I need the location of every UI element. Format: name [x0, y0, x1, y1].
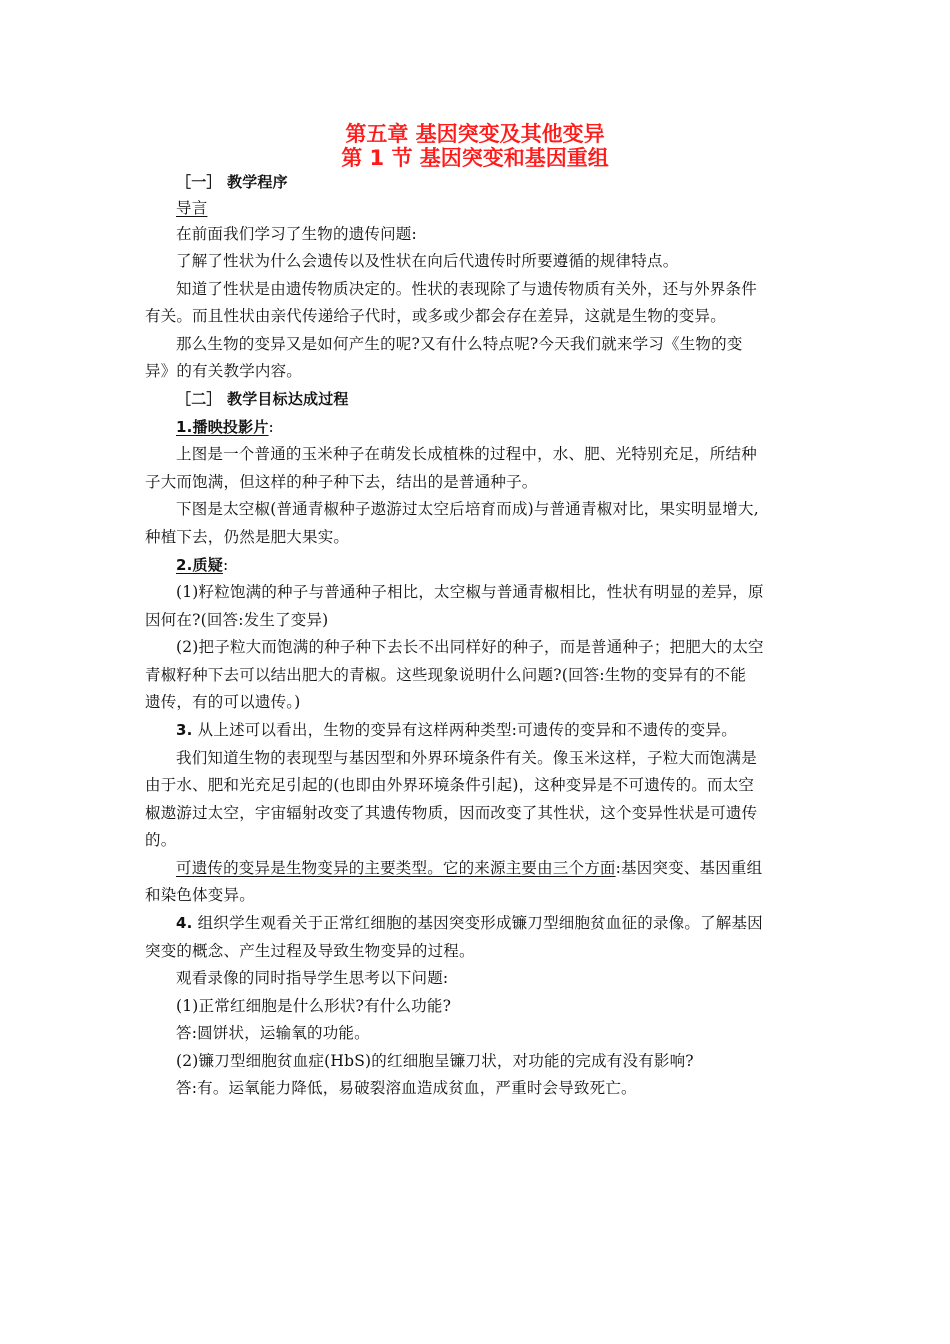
- intro-label: 导言: [176, 199, 208, 217]
- step3-text: 从上述可以看出，生物的变异有这样两种类型:可遗传的变异和不遗传的变异。: [192, 721, 737, 739]
- step1-paragraph: 子大而饱满，但这样的种子种下去，结出的是普通种子。: [145, 473, 538, 491]
- step3-paragraph: 由于水、肥和光充足引起的(也即由外界环境条件引起)，这种变异是不可遗传的。而太空: [145, 776, 755, 794]
- step4-answer: 答:圆饼状，运输氧的功能。: [176, 1024, 370, 1042]
- step2-heading: [176, 554, 846, 576]
- step4-number: 4.: [176, 914, 193, 932]
- step2-question: 遗传，有的可以遗传。): [145, 693, 301, 711]
- step4-answer: 答:有。运氧能力降低，易破裂溶血造成贫血，严重时会导致死亡。: [176, 1079, 637, 1097]
- step1-paragraph: 下图是太空椒(普通青椒种子遨游过太空后培育而成)与普通青椒对比，果实明显增大,: [176, 500, 759, 518]
- intro-paragraph: 有关。而且性状由亲代传递给子代时，或多或少都会存在差异，这就是生物的变异。: [145, 307, 726, 325]
- step1-heading: [176, 416, 846, 438]
- step4-heading: [176, 912, 846, 934]
- step3-sources-text: :基因突变、基因重组: [615, 859, 763, 877]
- step1-label: 1.播映投影片: [176, 418, 269, 436]
- step3-paragraph: 我们知道生物的表现型与基因型和外界环境条件有关。像玉米这样，子粒大而饱满是: [176, 749, 757, 767]
- intro-paragraph: 知道了性状是由遗传物质决定的。性状的表现除了与遗传物质有关外，还与外界条件: [176, 280, 757, 298]
- step2-label: 2.质疑: [176, 556, 223, 574]
- step4-paragraph: 突变的概念、产生过程及导致生物变异的过程。: [145, 942, 475, 960]
- step2-colon: :: [222, 556, 229, 574]
- intro-paragraph: 那么生物的变异又是如何产生的呢?又有什么特点呢?今天我们就来学习《生物的变: [176, 335, 743, 353]
- step4-text: 组织学生观看关于正常红细胞的基因突变形成镰刀型细胞贫血征的录像。了解基因: [192, 914, 763, 932]
- intro-paragraph: 异》的有关教学内容。: [145, 362, 303, 380]
- step3-underlined-text: 可遗传的变异是生物变异的主要类型。它的来源主要由三个方面: [176, 859, 616, 877]
- step1-paragraph: 种植下去，仍然是肥大果实。: [145, 528, 350, 546]
- step2-question: (1)籽粒饱满的种子与普通种子相比，太空椒与普通青椒相比，性状有明显的差异，原: [176, 583, 764, 601]
- step3-heading: [176, 719, 846, 741]
- chapter-title: 第五章 基因突变及其他变异: [345, 122, 605, 146]
- step3-paragraph: 椒遨游过太空，宇宙辐射改变了其遗传物质，因而改变了其性状，这个变异性状是可遗传: [145, 804, 758, 822]
- section-title: 第 1 节 基因突变和基因重组: [341, 146, 609, 170]
- step4-question: (2)镰刀型细胞贫血症(HbS)的红细胞呈镰刀状，对功能的完成有没有影响?: [176, 1052, 694, 1070]
- step1-paragraph: 上图是一个普通的玉米种子在萌发长成植株的过程中，水、肥、光特别充足，所结种: [176, 445, 757, 463]
- step2-question: (2)把子粒大而饱满的种子种下去长不出同样好的种子，而是普通种子；把肥大的太空: [176, 638, 764, 656]
- heading-teaching-procedure: ［一］ 教学程序: [176, 173, 288, 191]
- step2-question: 因何在?(回答:发生了变异): [145, 611, 329, 629]
- intro-paragraph: 在前面我们学习了生物的遗传问题:: [176, 225, 417, 243]
- step3-paragraph: 和染色体变异。: [145, 886, 255, 904]
- step3-paragraph: 的。: [145, 831, 177, 849]
- step2-question: 青椒籽种下去可以结出肥大的青椒。这些现象说明什么问题?(回答:生物的变异有的不能: [145, 666, 747, 684]
- step1-colon: :: [268, 418, 274, 436]
- heading-objectives-process: ［二］ 教学目标达成过程: [176, 390, 349, 408]
- step4-paragraph: 观看录像的同时指导学生思考以下问题:: [176, 969, 449, 987]
- step4-question: (1)正常红细胞是什么形状?有什么功能?: [176, 997, 452, 1015]
- step3-key-point: [176, 857, 846, 879]
- intro-paragraph: 了解了性状为什么会遗传以及性状在向后代遗传时所要遵循的规律特点。: [176, 252, 679, 270]
- step3-number: 3.: [176, 721, 193, 739]
